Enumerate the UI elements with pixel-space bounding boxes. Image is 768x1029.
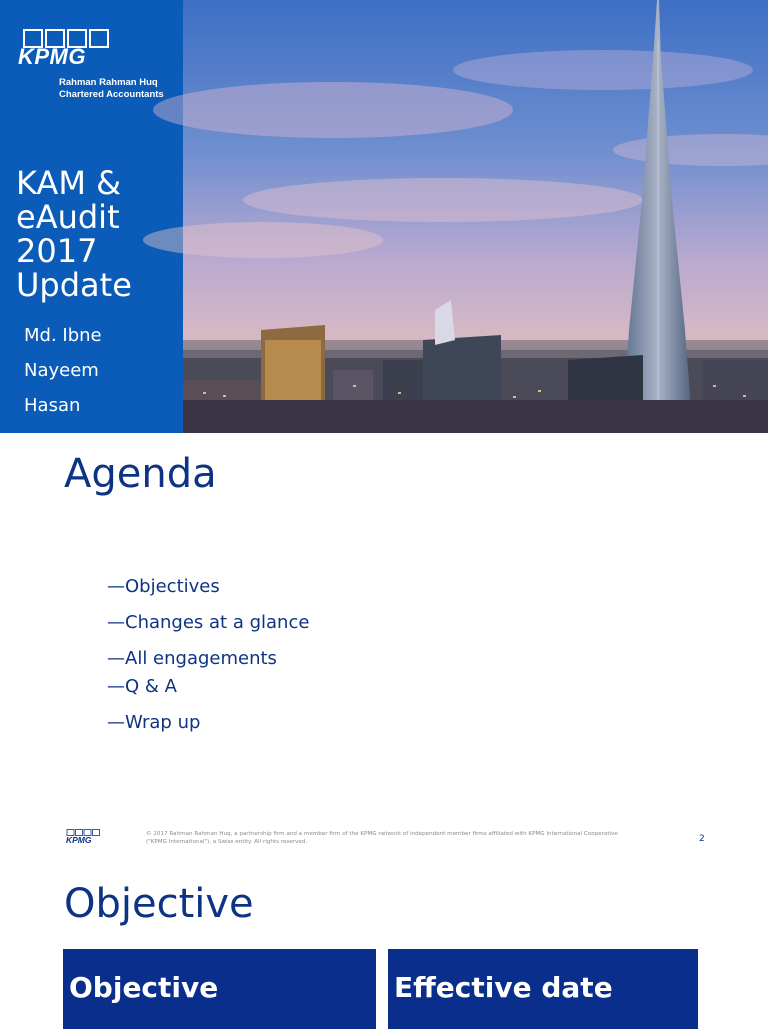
- agenda-title: Agenda: [64, 451, 217, 497]
- page-number: 2: [699, 834, 705, 844]
- presenter-line: Md. Ibne: [24, 325, 102, 346]
- agenda-item: —Objectives: [107, 576, 220, 597]
- presenter-line: Hasan: [24, 395, 81, 416]
- footer-kpmg-logo: [66, 829, 102, 845]
- deck-title: [16, 166, 132, 302]
- footer-logo-text: KPMG: [66, 835, 92, 845]
- agenda-item: —All engagements: [107, 648, 277, 669]
- agenda-item: —Changes at a glance: [107, 612, 310, 633]
- agenda-slide: [0, 433, 768, 853]
- agenda-item: —Q & A: [107, 676, 177, 697]
- deck-title-line: eAudit: [16, 198, 120, 236]
- presenter-line: Nayeem: [24, 360, 99, 381]
- deck-title-line: Update: [16, 266, 132, 304]
- deck-title-line: 2017: [16, 232, 98, 270]
- table-header-effective-date: [388, 949, 698, 1029]
- title-slide: [0, 0, 768, 433]
- skyline-photo: [183, 0, 768, 433]
- title-panel: [0, 0, 183, 433]
- kpmg-logo-text: KPMG: [18, 44, 86, 69]
- firm-name: [59, 77, 164, 101]
- objective-slide: [0, 853, 768, 1024]
- objective-title: Objective: [64, 881, 254, 927]
- table-header-label: Objective: [69, 971, 219, 1004]
- agenda-item: —Wrap up: [107, 712, 201, 733]
- table-header-objective: [63, 949, 376, 1029]
- deck-title-line: KAM &: [16, 164, 122, 202]
- footer-copyright: © 2017 Rahman Rahman Huq, a partnership firm and a member firm of the KPMG network of independent member firms affiliated with KPMG International Cooperative ("KPMG International"), a Swiss entity. All rights reserved.: [146, 831, 618, 845]
- firm-line: Rahman Rahman Huq: [59, 77, 158, 88]
- table-header-label: Effective date: [394, 971, 613, 1004]
- firm-line: Chartered Accountants: [59, 89, 164, 100]
